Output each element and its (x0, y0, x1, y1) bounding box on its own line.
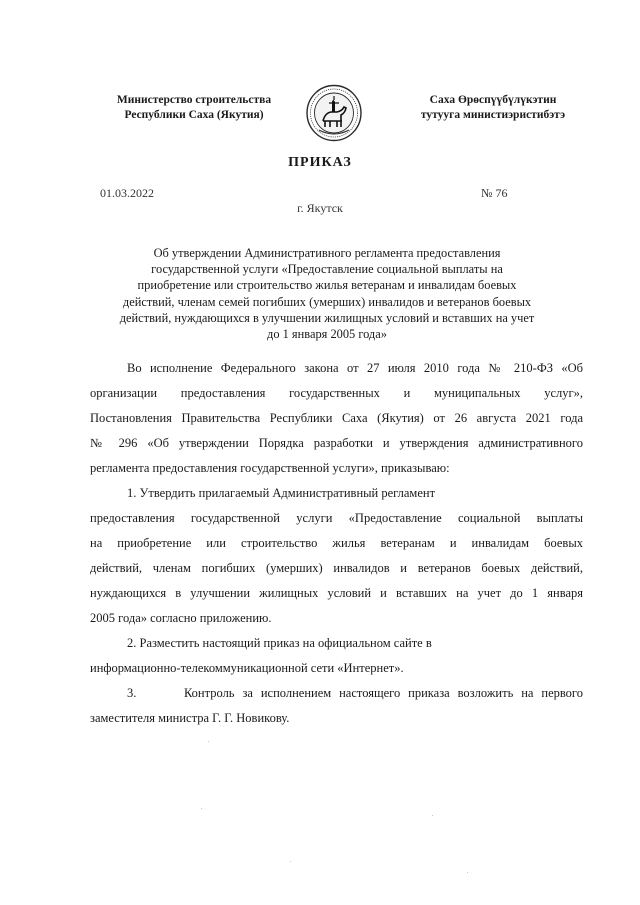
scan-speck (467, 872, 468, 873)
item-1-line: 2005 года» согласно приложению. (90, 611, 272, 625)
scan-speck (208, 741, 209, 742)
item-1-line: на приобретение или строительство жилья ветеранам и инвалидам боевых (90, 536, 583, 550)
subject-line: действий, членам семей погибших (умерших) инвалидов и ветеранов боевых (122, 294, 532, 309)
preamble-line: № 296 «Об утверждении Порядка разработки и утверждения административного (90, 436, 583, 450)
subject-line: государственной услуги «Предоставление социальной выплаты на (151, 262, 503, 277)
item-1-word: прилагаемый (198, 486, 270, 500)
item-3-line: заместителя министра Г. Г. Новикову. (90, 711, 290, 725)
preamble-line: Во исполнение Федерального закона от 27 июля 2010 года № 210-ФЗ «Об (127, 361, 583, 375)
item-1-word: 1. (127, 486, 137, 500)
coat-of-arms-icon (301, 83, 367, 143)
item-2-first-line (90, 631, 583, 656)
item-2-word: 2. (127, 636, 137, 650)
item-1-word: Административный (272, 486, 379, 500)
item-2-word: в (425, 636, 432, 650)
item-1-first-line (90, 481, 583, 506)
order-number: № 76 (481, 186, 508, 200)
item-1-line: предоставления государственной услуги «Предоставление социальной выплаты (90, 511, 583, 525)
order-date: 01.03.2022 (100, 186, 154, 200)
subject-line: до 1 января 2005 года» (267, 327, 387, 342)
ministry-name-russian (104, 93, 284, 123)
ministry-name-russian-line2: Республики Саха (Якутия) (124, 109, 264, 121)
item-1-line: действий, членам погибших (умерших) инвалидов и ветеранов боевых действий, (90, 561, 583, 575)
item-1-word: регламент (381, 486, 436, 500)
item-2-word: на (302, 636, 315, 650)
item-3-first-line: 3. Контроль за исполнением настоящего приказа возложить на первого (127, 686, 583, 700)
subject-line: действий, нуждающихся в улучшении жилищных условий и вставших на учет (119, 310, 535, 325)
scan-speck (290, 861, 291, 862)
ministry-name-russian-line1: Министерство строительства (116, 94, 272, 106)
order-body (90, 356, 583, 731)
order-subject (112, 245, 542, 342)
item-2-word: сайте (393, 636, 423, 650)
ministry-name-yakut-line1: Саха Өрөспүүбүлүкэтин (429, 94, 557, 106)
scan-speck (432, 815, 433, 816)
item-2-word: официальном (318, 636, 391, 650)
ministry-name-yakut-line2: тутууга министиэристибэтэ (420, 109, 566, 121)
preamble-line: Постановления Правительства Республики Саха (Якутия) от 26 августа 2021 года (90, 411, 583, 425)
item-1-word: Утвердить (139, 486, 196, 500)
item-1-line: нуждающихся в улучшении жилищных условий и вставших на учет до 1 января (90, 586, 583, 600)
subject-line: Об утверждении Административного регламента предоставления (153, 246, 501, 260)
document-title: ПРИКАЗ (288, 155, 352, 170)
item-2-word: настоящий (202, 636, 261, 650)
item-2-line: информационно-телекоммуникационной сети «Интернет». (90, 661, 404, 675)
item-2-word: приказ (263, 636, 300, 650)
preamble-line: регламента предоставления государственной услуги», приказываю: (90, 461, 450, 475)
preamble-line: организации предоставления государственных и муниципальных услуг», (90, 386, 583, 400)
item-2-word: Разместить (139, 636, 200, 650)
order-city: г. Якутск (297, 201, 343, 215)
scan-speck (201, 808, 202, 809)
subject-line: приобретение или строительство жилья ветеранам и инвалидам боевых (137, 278, 517, 293)
ministry-name-yakut (398, 93, 588, 123)
